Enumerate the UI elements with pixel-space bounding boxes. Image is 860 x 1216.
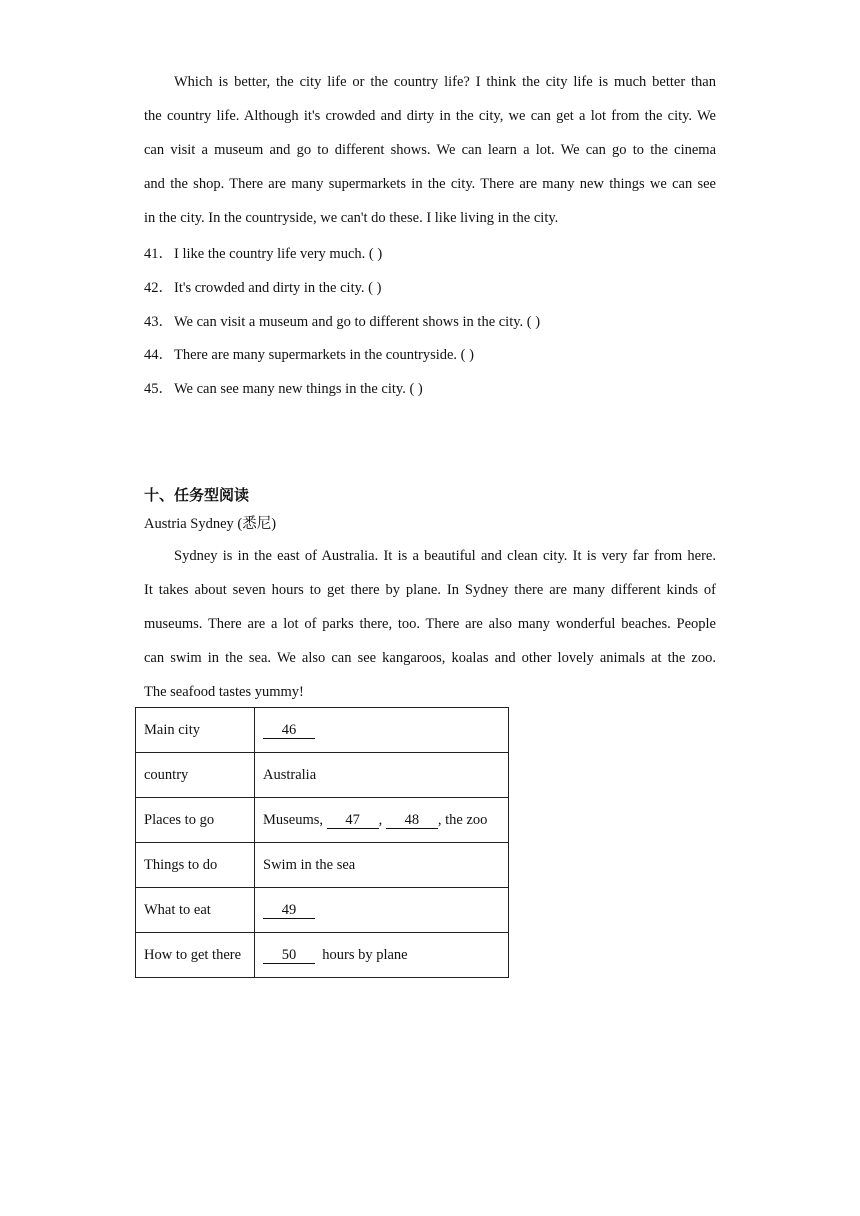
question-text: There are many supermarkets in the countryside. ( ) <box>174 347 474 363</box>
passage-sydney <box>144 539 716 709</box>
value-suffix: hours by plane <box>315 946 408 963</box>
passage-line: Sydney is in the east of Australia. It is a beautiful and clean city. It is very far from here. <box>174 548 716 564</box>
sydney-info-table <box>135 707 509 978</box>
table-row <box>136 798 509 843</box>
question-42 <box>144 276 381 297</box>
row-key: Things to do <box>136 843 255 888</box>
table-row <box>136 753 509 798</box>
row-value: Swim in the sea <box>255 843 509 888</box>
row-key: Places to go <box>136 798 255 843</box>
passage-line: can visit a museum and go to different shows. We can learn a lot. We can go to the cinema <box>144 142 716 158</box>
passage-line: can swim in the sea. We also can see kangaroos, koalas and other lovely animals at the zoo. <box>144 650 716 666</box>
passage-line: the country life. Although it's crowded and dirty in the city, we can get a lot from the city. We <box>144 108 716 124</box>
question-text: It's crowded and dirty in the city. ( ) <box>174 280 382 296</box>
answer-blank-46[interactable]: 46 <box>263 722 315 739</box>
question-44 <box>144 343 474 364</box>
passage-line: in the city. In the countryside, we can't do these. I like living in the city. <box>144 210 559 226</box>
question-45 <box>144 377 423 398</box>
table-row <box>136 843 509 888</box>
passage-line: Which is better, the city life or the country life? I think the city life is much better than <box>174 74 716 90</box>
question-text: We can see many new things in the city. ( ) <box>174 381 423 397</box>
passage-line: It takes about seven hours to get there by plane. In Sydney there are many different kinds of <box>144 582 716 598</box>
row-key: country <box>136 753 255 798</box>
table-row <box>136 888 509 933</box>
answer-blank-50[interactable]: 50 <box>263 947 315 964</box>
table-row <box>136 708 509 753</box>
value-prefix: Museums, <box>263 811 327 828</box>
question-text: We can visit a museum and go to different shows in the city. ( ) <box>174 314 541 330</box>
value-suffix: , the zoo <box>437 811 488 828</box>
answer-blank-47[interactable]: 47 <box>327 812 379 829</box>
question-number: 45． <box>144 381 173 397</box>
question-text: I like the country life very much. ( ) <box>174 246 383 262</box>
question-number: 42． <box>144 280 173 296</box>
value-separator: , <box>378 811 386 828</box>
question-number: 44． <box>144 347 173 363</box>
row-key: What to eat <box>136 888 255 933</box>
passage-line: museums. There are a lot of parks there, too. There are also many wonderful beaches. People <box>144 616 716 632</box>
answer-blank-48[interactable]: 48 <box>386 812 438 829</box>
passage-line: The seafood tastes yummy! <box>144 684 304 700</box>
row-key: Main city <box>136 708 255 753</box>
row-value <box>255 888 509 933</box>
question-41 <box>144 242 382 263</box>
table-row <box>136 933 509 978</box>
row-value: Australia <box>255 753 509 798</box>
row-value <box>255 708 509 753</box>
question-number: 41． <box>144 246 173 262</box>
section-title: 十、任务型阅读 <box>144 486 250 504</box>
question-number: 43． <box>144 314 173 330</box>
section-subtitle: Austria Sydney (悉尼) <box>144 516 277 532</box>
passage-line: and the shop. There are many supermarkets in the city. There are many new things we can see <box>144 176 716 192</box>
passage-city-life <box>144 65 716 235</box>
row-value <box>255 798 509 843</box>
row-key: How to get there <box>136 933 255 978</box>
question-43 <box>144 310 540 331</box>
answer-blank-49[interactable]: 49 <box>263 902 315 919</box>
row-value <box>255 933 509 978</box>
